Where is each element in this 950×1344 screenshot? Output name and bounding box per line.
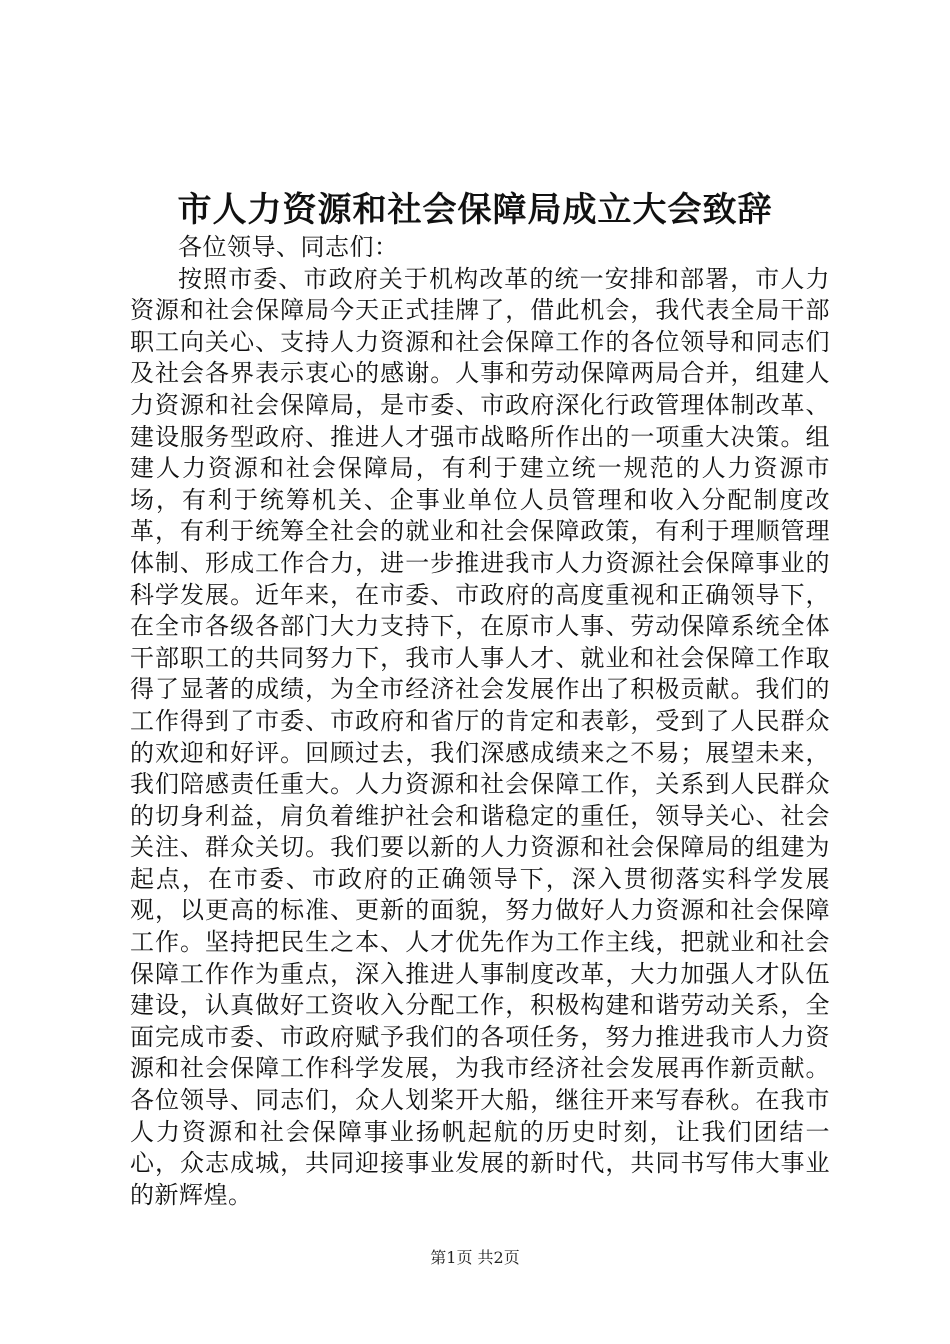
body-paragraph: 按照市委、市政府关于机构改革的统一安排和部署，市人力资源和社会保障局今天正式挂牌了，借此机会，我代表全局干部职工向关心、支持人力资源和社会保障工作的各位领导和同志们及社会各界表示衷心的感谢。人事和劳动保障两局合并，组建人力资源和社会保障局，是市委、市政府深化行政管理体制改革、建设服务型政府、推进人才强市战略所作出的一项重大决策。组建人力资源和社会保障局，有利于建立统一规范的人力资源市场，有利于统筹机关、企事业单位人员管理和收入分配制度改革，有利于统筹全社会的就业和社会保障政策，有利于理顺管理体制、形成工作合力，进一步推进我市人力资源社会保障事业的科学发展。近年来，在市委、市政府的高度重视和正确领导下，在全市各级各部门大力支持下，在原市人事、劳动保障系统全体干部职工的共同努力下，我市人事人才、就业和社会保障工作取得了显著的成绩，为全市经济社会发展作出了积极贡献。我们的工作得到了市委、市政府和省厅的肯定和表彰，受到了人民群众的欢迎和好评。回顾过去，我们深感成绩来之不易；展望未来，我们陪感责任重大。人力资源和社会保障工作，关系到人民群众的切身利益，肩负着维护社会和谐稳定的重任，领导关心、社会关注、群众关切。我们要以新的人力资源和社会保障局的组建为起点，在市委、市政府的正确领导下，深入贯彻落实科学发展观，以更高的标准、更新的面貌，努力做好人力资源和社会保障工作。坚持把民生之本、人才优先作为工作主线，把就业和社会保障工作作为重点，深入推进人事制度改革，大力加强人才队伍建设，认真做好工资收入分配工作，积极构建和谐劳动关系，全面完成市委、市政府赋予我们的各项任务，努力推进我市人力资源和社会保障工作科学发展，为我市经济社会发展再作新贡献。各位领导、同志们，众人划桨开大船，继往开来写春秋。在我市人力资源和社会保障事业扬帆起航的历史时刻，让我们团结一心，众志成城，共同迎接事业发展的新时代，共同书写伟大事业的新辉煌。 xyxy=(130,264,830,1209)
document-title: 市人力资源和社会保障局成立大会致辞 xyxy=(177,190,773,230)
page-number-footer: 第1页 共2页 xyxy=(430,1248,520,1267)
salutation-paragraph: 各位领导、同志们： xyxy=(178,233,399,261)
document-body xyxy=(130,232,830,1211)
